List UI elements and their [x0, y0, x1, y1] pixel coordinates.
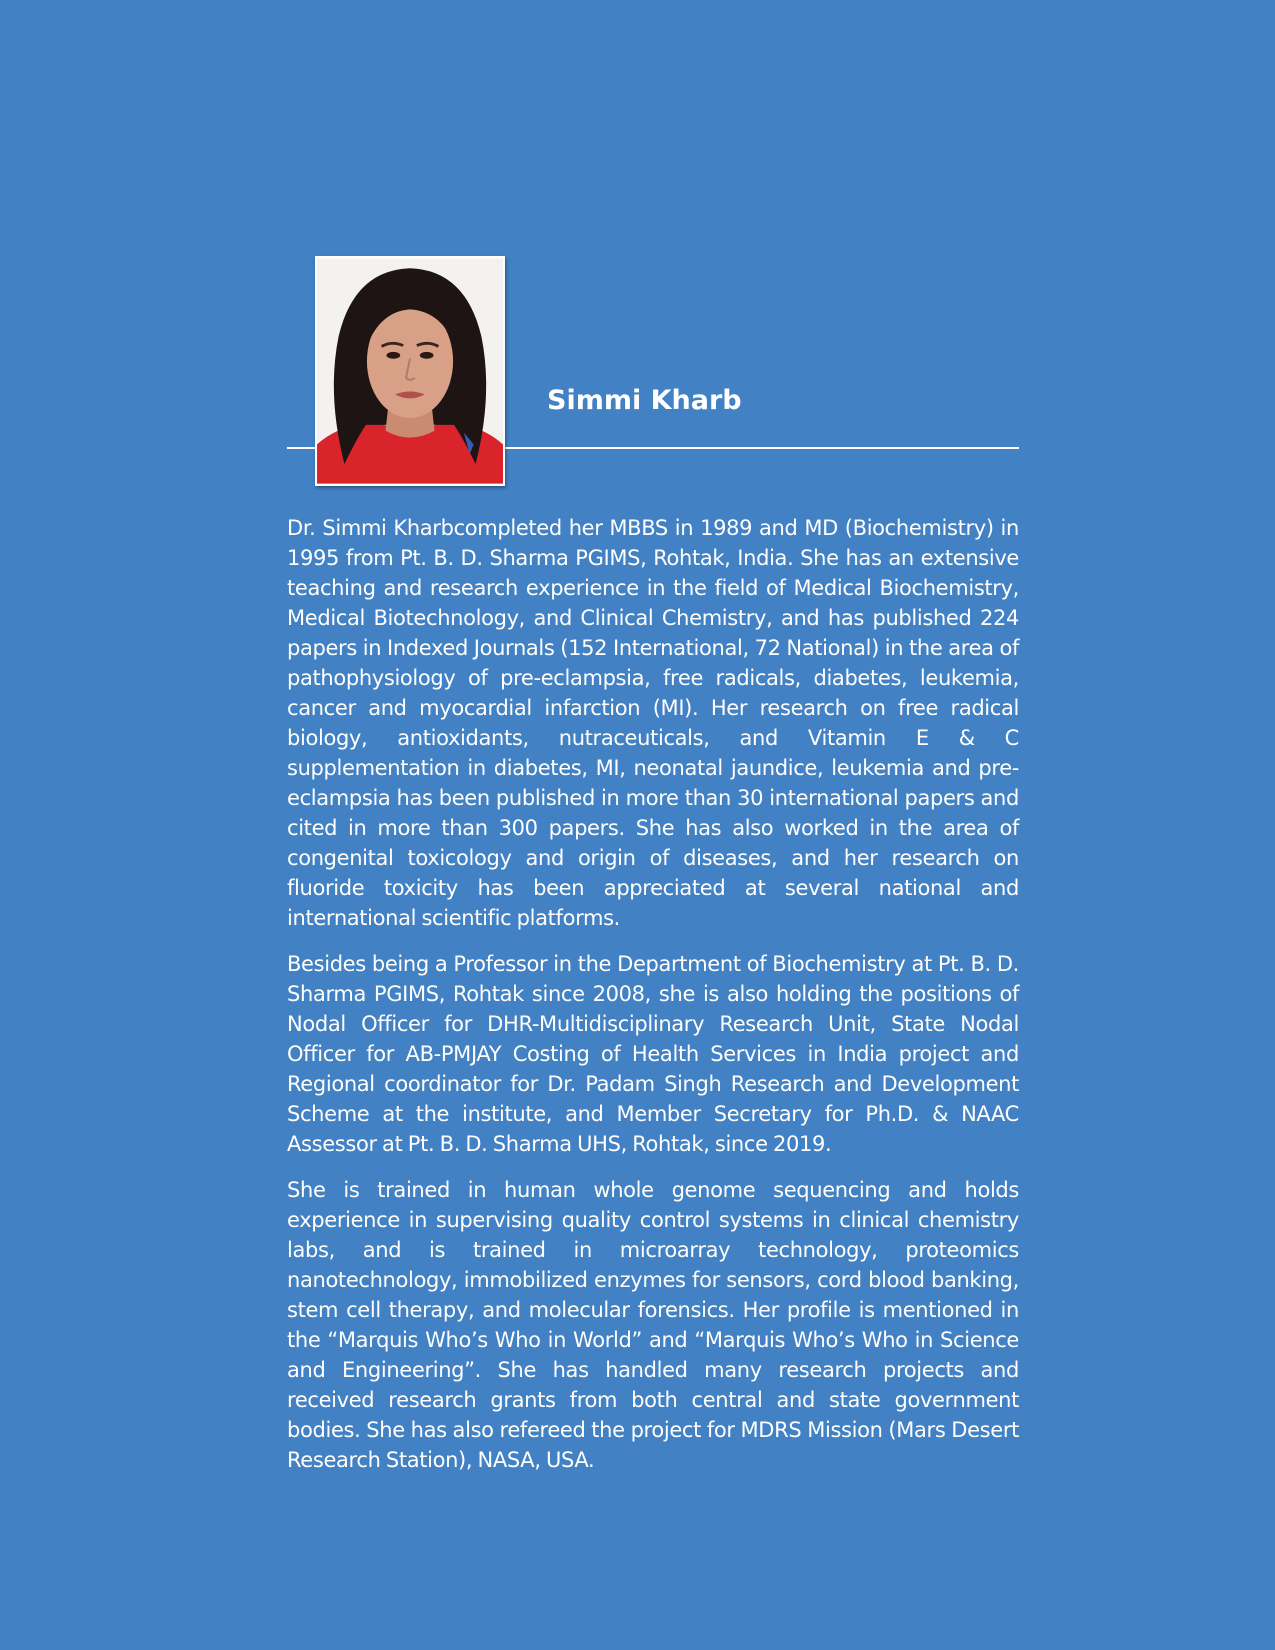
author-name: Simmi Kharb — [547, 385, 742, 416]
bio-paragraph-3: She is trained in human whole genome sequencing and holds experience in supervising quality control systems in clinical chemistry labs, and is trained in microarray technology, proteomics nanotechnology, immobilized enzymes for sensors, cord blood banking, stem cell therapy, and molecular forensics. Her profile is mentioned in the “Marquis Who’s Who in World” and “Marquis Who’s Who in Science and Engineering”. She has handled many research projects and received research grants from both central and state government bodies. She has also refereed the project for MDRS Mission (Mars Desert Research Station), NASA, USA. — [287, 1178, 1019, 1472]
bio-paragraph-2: Besides being a Professor in the Department of Biochemistry at Pt. B. D. Sharma PGIMS, Rohtak since 2008, she is also holding the positions of Nodal Officer for DHR-Multidisciplinary Research Unit, State Nodal Officer for AB-PMJAY Costing of Health Services in India project and Regional coordinator for Dr. Padam Singh Research and Development Scheme at the institute, and Member Secretary for Ph.D. & NAAC Assessor at Pt. B. D. Sharma UHS, Rohtak, since 2019. — [287, 952, 1019, 1156]
bio-paragraph-1: Dr. Simmi Kharbcompleted her MBBS in 1989 and MD (Biochemistry) in 1995 from Pt. B. D. Sharma PGIMS, Rohtak, India. She has an extensive teaching and research experience in the field of Medical Biochemistry, Medical Biotechnology, and Clinical Chemistry, and has published 224 papers in Indexed Journals (152 International, 72 National) in the area of pathophysiology of pre-eclampsia, free radicals, diabetes, leukemia, cancer and myocardial infarction (MI). Her research on free radical biology, antioxidants, nutraceuticals, and Vitamin E & C supplementation in diabetes, MI, neonatal jaundice, leukemia and pre-eclampsia has been published in more than 30 international papers and cited in more than 300 papers. She has also worked in the area of congenital toxicology and origin of diseases, and her research on fluoride toxicity has been appreciated at several national and international scientific platforms. — [287, 516, 1019, 930]
portrait-photo-icon — [317, 258, 503, 484]
author-photo — [315, 256, 505, 486]
author-biography — [287, 513, 1019, 1491]
